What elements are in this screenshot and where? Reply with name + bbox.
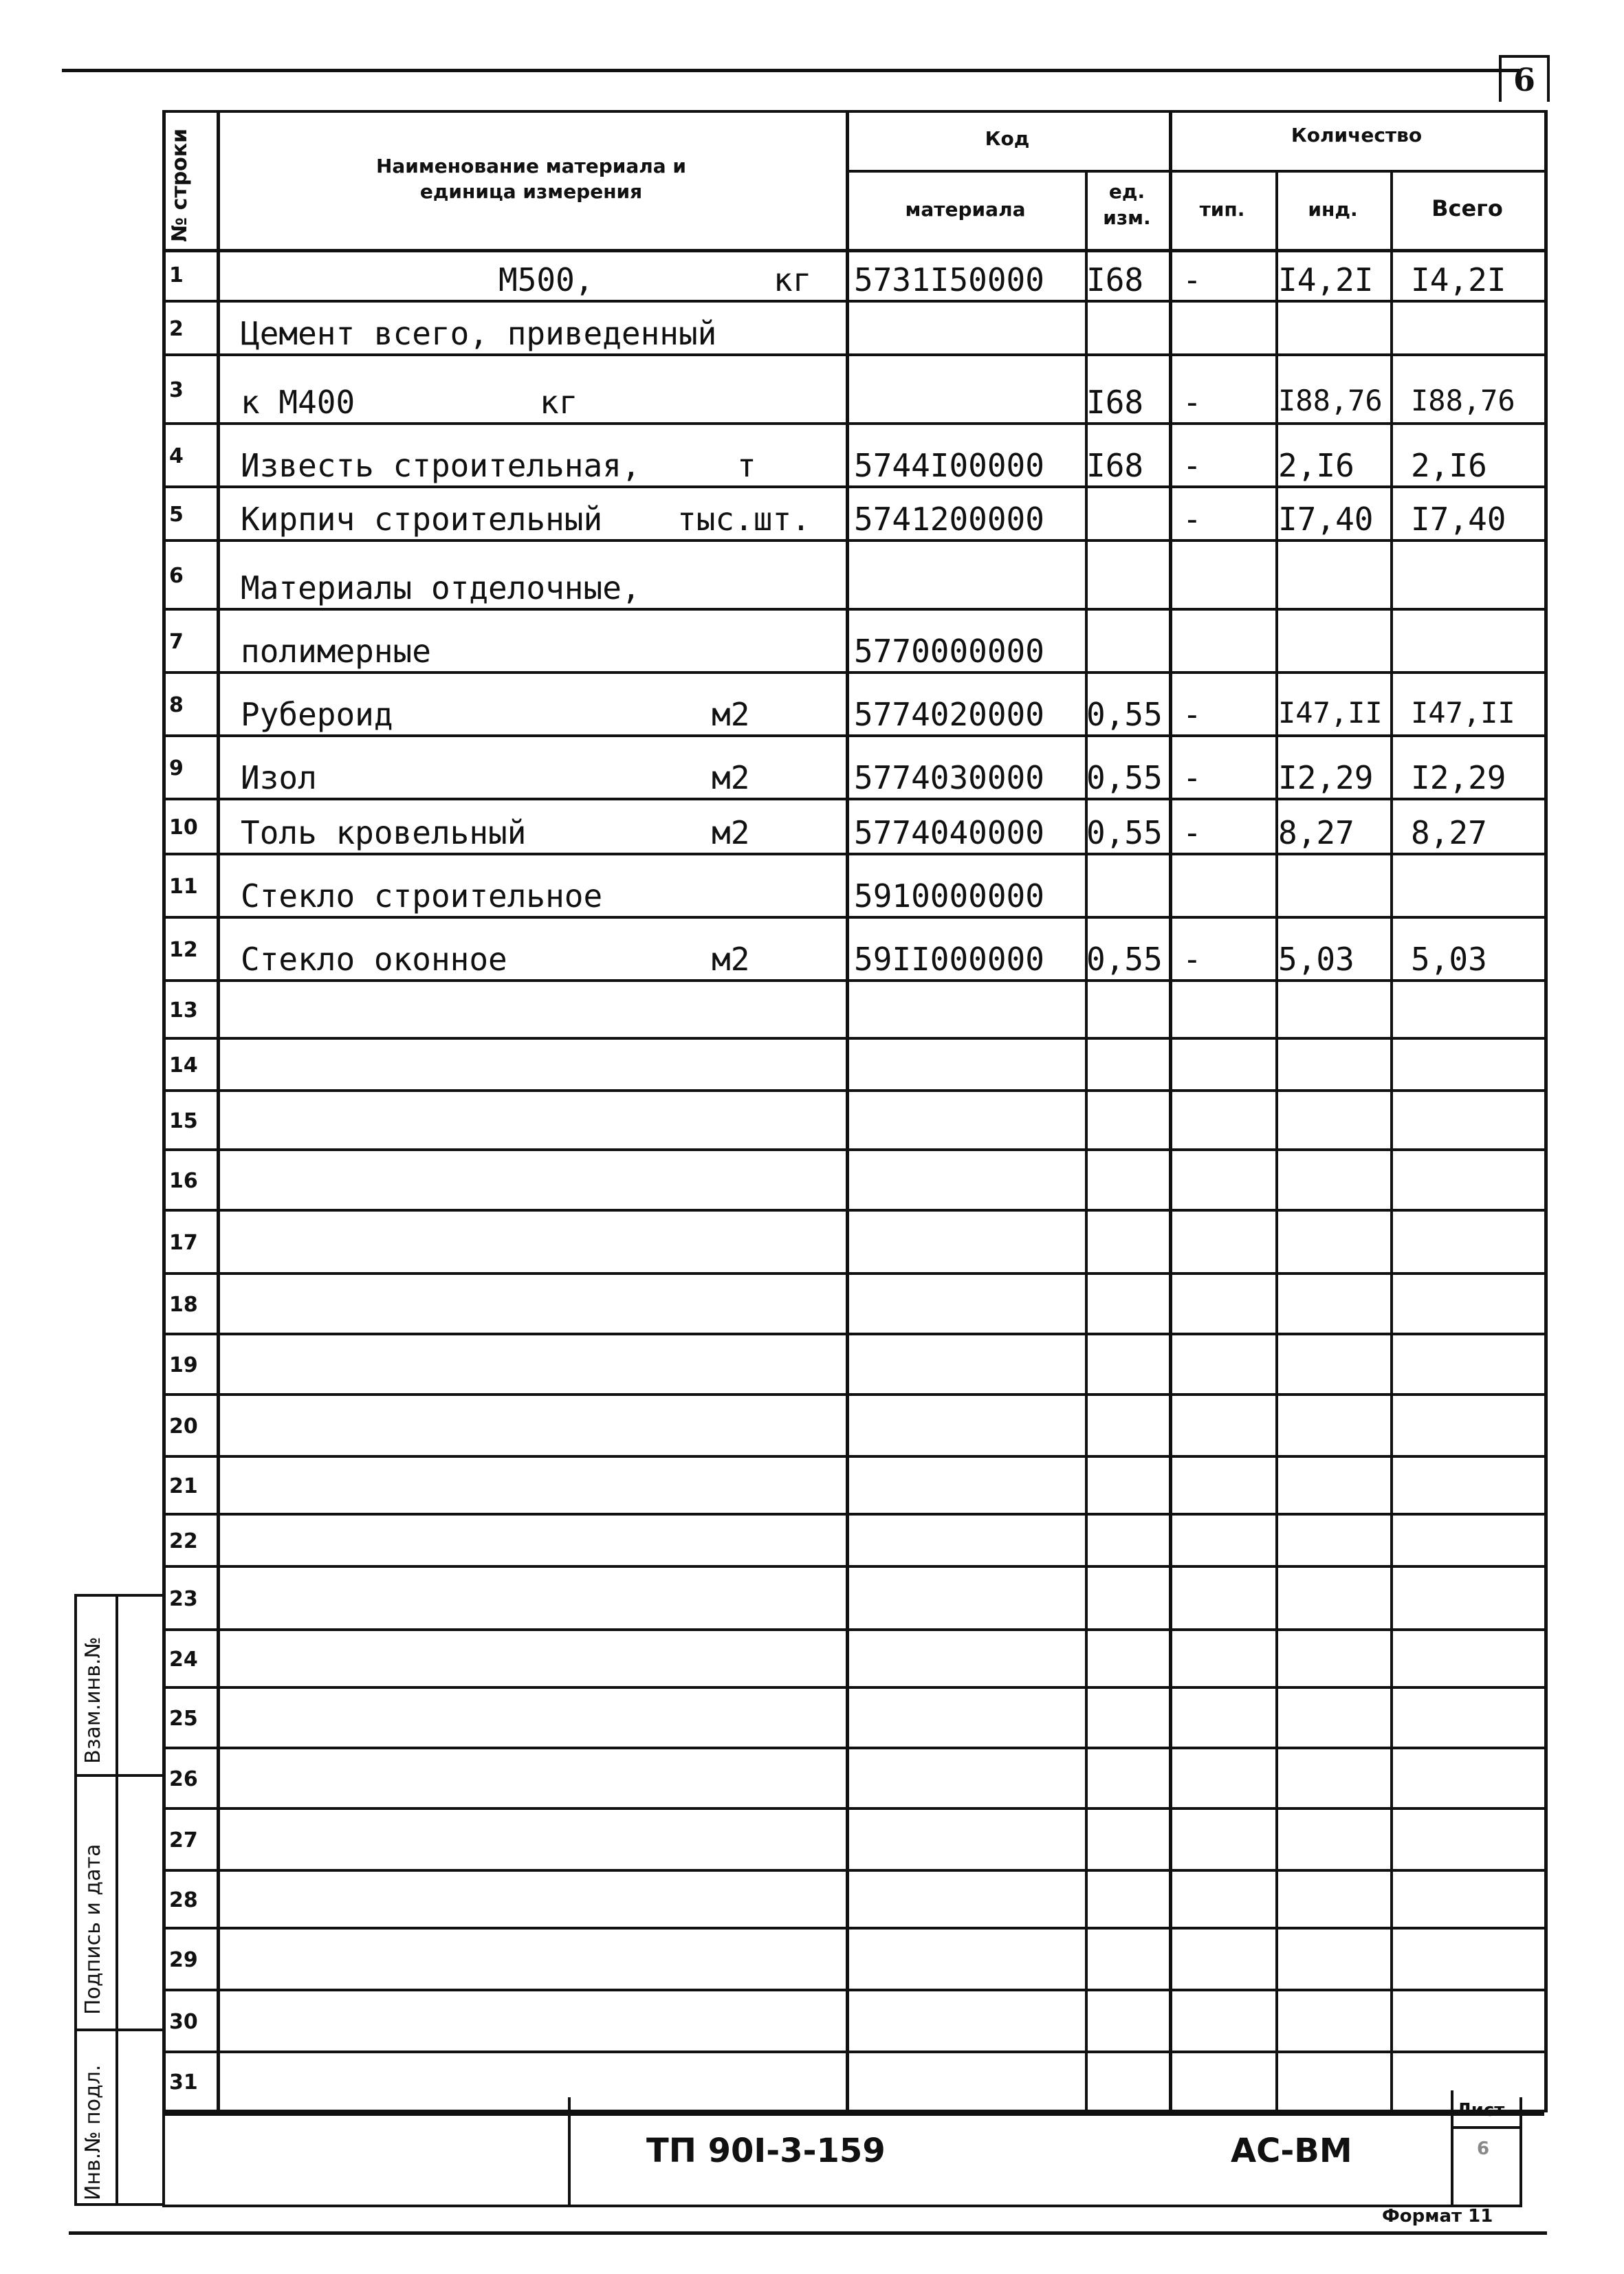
row-number: 7 <box>169 630 184 654</box>
inv-podl-label: Инв.№ подл. <box>81 2064 105 2200</box>
qty-typical: - <box>1183 814 1202 851</box>
sheet-value: 6 <box>1477 2139 1490 2159</box>
row-number: 3 <box>169 378 184 402</box>
unit-of-measure: м2 <box>712 814 750 851</box>
name-header-line1: Наименование материала и <box>375 155 687 177</box>
qty-total: I4,2I <box>1411 261 1506 298</box>
row-separator <box>162 1089 1544 1092</box>
row-separator <box>162 1989 1544 1991</box>
qty-typical: - <box>1183 501 1202 538</box>
code-material-header: материала <box>905 198 1026 221</box>
row-number-header: № строки <box>168 128 192 242</box>
row-number: 18 <box>169 1293 198 1317</box>
unit-code: 0,55 <box>1086 814 1163 851</box>
qty-total: I2,29 <box>1411 759 1506 796</box>
material-name: M500, <box>498 261 594 298</box>
bottom-rule <box>69 2231 1547 2235</box>
row-separator <box>162 1513 1544 1516</box>
row-number: 27 <box>169 1828 198 1852</box>
quantity-header: Количество <box>1291 124 1423 146</box>
unit-of-measure: т <box>737 447 756 484</box>
qty-individual: I88,76 <box>1278 384 1383 417</box>
row-separator <box>162 1393 1544 1396</box>
qty-typical: - <box>1183 759 1202 796</box>
qty-typ-header: тип. <box>1199 198 1245 221</box>
row-separator <box>162 1869 1544 1872</box>
row-number: 21 <box>169 1474 198 1498</box>
doc-mark: АС-ВМ <box>1231 2132 1352 2170</box>
material-code: 5774040000 <box>854 814 1044 851</box>
material-code: 5731I50000 <box>854 261 1044 298</box>
unit-code: 0,55 <box>1086 941 1163 978</box>
row-separator <box>162 422 1544 425</box>
material-code: 5744I00000 <box>854 447 1044 484</box>
row-number: 28 <box>169 1888 198 1912</box>
unit-of-measure: тыс.шт. <box>677 501 811 538</box>
col-line-name <box>846 110 849 2112</box>
qty-total: 5,03 <box>1411 941 1487 978</box>
header-mid-line <box>846 170 1544 173</box>
unit-of-measure: кг <box>540 384 578 421</box>
side-stamp-inner-line <box>116 1594 118 2206</box>
row-separator <box>162 734 1544 737</box>
row-number: 14 <box>169 1053 198 1078</box>
material-name: Кирпич строительный <box>241 501 603 538</box>
unit-code: I68 <box>1086 261 1144 298</box>
unit-code: I68 <box>1086 447 1144 484</box>
row-number: 19 <box>169 1353 198 1377</box>
row-separator <box>162 1333 1544 1335</box>
qty-individual: 8,27 <box>1278 814 1354 851</box>
row-number: 22 <box>169 1529 198 1553</box>
qty-total: 8,27 <box>1411 814 1487 851</box>
row-number: 6 <box>169 564 184 588</box>
row-separator <box>162 1565 1544 1568</box>
qty-total: I47,II <box>1411 696 1515 730</box>
row-separator <box>162 1209 1544 1212</box>
row-number: 15 <box>169 1109 198 1133</box>
material-name: Стекло строительное <box>241 877 603 915</box>
qty-individual: I7,40 <box>1278 501 1374 538</box>
row-number: 25 <box>169 1707 198 1731</box>
row-separator <box>162 1037 1544 1040</box>
row-number: 13 <box>169 998 198 1023</box>
material-name: Цемент всего, приведенный <box>241 315 717 352</box>
row-separator <box>162 1455 1544 1458</box>
unit-code: 0,55 <box>1086 696 1163 733</box>
row-number: 26 <box>169 1767 198 1791</box>
row-number: 11 <box>169 875 198 899</box>
podpis-data-label: Подпись и дата <box>81 1844 105 2015</box>
qty-total: I7,40 <box>1411 501 1506 538</box>
row-separator <box>162 1807 1544 1810</box>
side-stamp-divider-2 <box>74 2029 162 2031</box>
unit-of-measure: кг <box>773 261 812 298</box>
row-separator <box>162 979 1544 982</box>
row-number: 5 <box>169 503 184 527</box>
row-separator <box>162 485 1544 488</box>
qty-total: 2,I6 <box>1411 447 1487 484</box>
qty-total-header: Всего <box>1431 195 1503 221</box>
qty-individual: I4,2I <box>1278 261 1374 298</box>
qty-typical: - <box>1183 941 1202 978</box>
row-number: 12 <box>169 938 198 962</box>
material-name: Материалы отделочные, <box>241 569 641 606</box>
material-name: к M400 <box>241 384 355 421</box>
vzam-inv-label: Взам.инв.№ <box>81 1637 105 1764</box>
material-code: 5774030000 <box>854 759 1044 796</box>
row-number: 23 <box>169 1587 198 1611</box>
row-number: 20 <box>169 1414 198 1439</box>
material-name: Рубероид <box>241 696 393 733</box>
qty-ind-header: инд. <box>1308 198 1358 221</box>
col-line-rownum <box>217 110 220 2112</box>
qty-typical: - <box>1183 447 1202 484</box>
row-number: 4 <box>169 444 184 468</box>
row-number: 9 <box>169 756 184 780</box>
name-header-line2: единица измерения <box>419 180 643 203</box>
row-separator <box>162 1628 1544 1631</box>
unit-of-measure: м2 <box>712 696 750 733</box>
unit-code: 0,55 <box>1086 759 1163 796</box>
qty-individual: I2,29 <box>1278 759 1374 796</box>
title-block-divider <box>568 2097 571 2207</box>
qty-typical: - <box>1183 696 1202 733</box>
row-number: 31 <box>169 2070 198 2095</box>
row-separator <box>162 1927 1544 1929</box>
row-separator <box>162 608 1544 611</box>
sheet-box-divider <box>1451 2126 1522 2129</box>
qty-individual: 5,03 <box>1278 941 1354 978</box>
material-code: 5741200000 <box>854 501 1044 538</box>
col-line-ind <box>1390 170 1393 2112</box>
row-number: 30 <box>169 2010 198 2034</box>
material-name: полимерные <box>241 633 431 670</box>
qty-individual: 2,I6 <box>1278 447 1354 484</box>
col-line-unit <box>1169 110 1172 2112</box>
material-code: 5770000000 <box>854 633 1044 670</box>
row-number: 10 <box>169 816 198 840</box>
material-name: Стекло оконное <box>241 941 507 978</box>
table-left-border <box>162 110 166 2112</box>
code-unit-header-line1: ед. <box>1108 180 1145 203</box>
row-number: 24 <box>169 1648 198 1672</box>
table-top-border <box>162 110 1544 113</box>
row-separator <box>162 798 1544 800</box>
row-number: 16 <box>169 1169 198 1193</box>
row-separator <box>162 539 1544 542</box>
row-separator <box>162 916 1544 919</box>
material-code: 59II000000 <box>854 941 1044 978</box>
qty-typical: - <box>1183 384 1202 421</box>
material-code: 5774020000 <box>854 696 1044 733</box>
material-name: Толь кровельный <box>241 814 527 851</box>
doc-code: ТП 90I-3-159 <box>646 2132 886 2170</box>
page-number: 6 <box>1499 55 1550 102</box>
row-number: 17 <box>169 1231 198 1255</box>
row-separator <box>162 671 1544 674</box>
row-separator <box>162 1747 1544 1749</box>
qty-individual: I47,II <box>1278 696 1383 730</box>
row-separator <box>162 853 1544 855</box>
row-separator <box>162 300 1544 303</box>
row-separator <box>162 2051 1544 2053</box>
row-number: 8 <box>169 693 184 717</box>
sheet-label: Лист <box>1456 2100 1505 2121</box>
code-header: Код <box>985 127 1030 150</box>
header-bottom-line <box>162 249 1544 252</box>
side-stamp-divider-1 <box>74 1774 162 1777</box>
row-number: 2 <box>169 317 184 341</box>
qty-total: I88,76 <box>1411 384 1515 417</box>
table-right-border <box>1544 110 1548 2112</box>
row-number: 29 <box>169 1948 198 1972</box>
row-separator <box>162 353 1544 356</box>
row-number: 1 <box>169 263 184 287</box>
row-separator <box>162 1272 1544 1275</box>
unit-code: I68 <box>1086 384 1144 421</box>
unit-of-measure: м2 <box>712 941 750 978</box>
qty-typical: - <box>1183 261 1202 298</box>
material-name: Изол <box>241 759 317 796</box>
material-code: 5910000000 <box>854 877 1044 915</box>
format-label: Формат 11 <box>1382 2206 1493 2227</box>
unit-of-measure: м2 <box>712 759 750 796</box>
row-separator <box>162 1148 1544 1151</box>
row-separator <box>162 1686 1544 1689</box>
material-name: Известь строительная, <box>241 447 641 484</box>
code-unit-header-line2: изм. <box>1103 206 1151 229</box>
